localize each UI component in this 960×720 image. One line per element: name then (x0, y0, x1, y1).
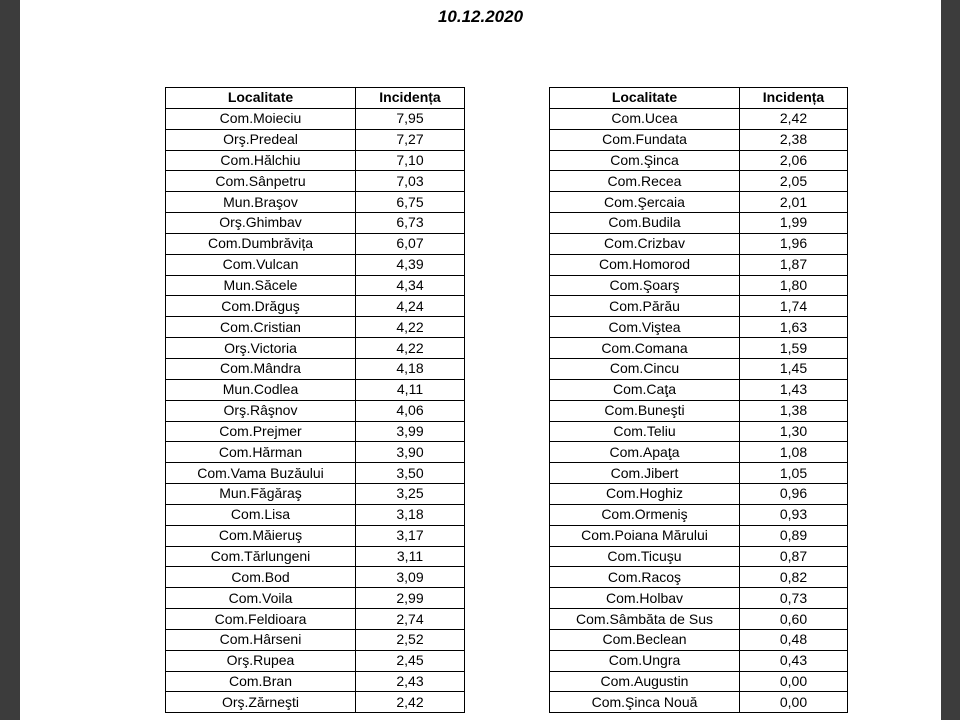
incidence-cell: 1,59 (740, 338, 848, 359)
table-row (166, 442, 465, 463)
table-row (550, 484, 848, 505)
incidence-cell: 6,07 (356, 233, 465, 254)
locality-cell: Com.Buneşti (550, 400, 740, 421)
table-row (166, 421, 465, 442)
incidence-cell: 7,27 (356, 129, 465, 150)
header-locality: Localitate (550, 88, 740, 109)
incidence-cell: 3,25 (356, 484, 465, 505)
table-row (550, 692, 848, 713)
table-row (550, 650, 848, 671)
locality-cell: Com.Hârseni (166, 629, 356, 650)
table-row (166, 358, 465, 379)
locality-cell: Orş.Predeal (166, 129, 356, 150)
locality-cell: Com.Părău (550, 296, 740, 317)
incidence-cell: 1,63 (740, 317, 848, 338)
table-row (550, 504, 848, 525)
locality-cell: Com.Budila (550, 213, 740, 234)
table-row (166, 379, 465, 400)
locality-cell: Orş.Ghimbav (166, 213, 356, 234)
locality-cell: Com.Viştea (550, 317, 740, 338)
locality-cell: Com.Fundata (550, 129, 740, 150)
incidence-cell: 4,18 (356, 358, 465, 379)
table-row (166, 171, 465, 192)
table-row (166, 567, 465, 588)
incidence-cell: 2,42 (740, 108, 848, 129)
table-row (550, 213, 848, 234)
locality-cell: Com.Holbav (550, 588, 740, 609)
locality-cell: Com.Cristian (166, 317, 356, 338)
locality-cell: Com.Feldioara (166, 609, 356, 630)
incidence-cell: 0,48 (740, 629, 848, 650)
locality-cell: Com.Ticuşu (550, 546, 740, 567)
locality-cell: Com.Lisa (166, 504, 356, 525)
table-row (550, 338, 848, 359)
table-row (550, 546, 848, 567)
header-incidence: Incidența (740, 88, 848, 109)
incidence-cell: 0,73 (740, 588, 848, 609)
table-row (550, 296, 848, 317)
locality-cell: Orş.Rupea (166, 650, 356, 671)
table-row (166, 400, 465, 421)
locality-cell: Com.Bod (166, 567, 356, 588)
report-date: 10.12.2020 (437, 7, 524, 26)
locality-cell: Com.Şinca Nouă (550, 692, 740, 713)
document-page (20, 0, 941, 720)
incidence-cell: 2,52 (356, 629, 465, 650)
locality-cell: Com.Augustin (550, 671, 740, 692)
incidence-cell: 7,95 (356, 108, 465, 129)
table-row (166, 338, 465, 359)
table-row (166, 275, 465, 296)
table-row (550, 463, 848, 484)
locality-cell: Mun.Săcele (166, 275, 356, 296)
table-row (550, 108, 848, 129)
table-row (550, 421, 848, 442)
table-row (166, 317, 465, 338)
incidence-cell: 2,45 (356, 650, 465, 671)
table-row (166, 129, 465, 150)
table-row (550, 233, 848, 254)
table-row (550, 379, 848, 400)
table-row (550, 275, 848, 296)
incidence-cell: 0,43 (740, 650, 848, 671)
table-row (166, 296, 465, 317)
incidence-cell: 2,05 (740, 171, 848, 192)
table-row (166, 525, 465, 546)
locality-cell: Com.Hoghiz (550, 484, 740, 505)
table-row (550, 588, 848, 609)
table-row (166, 692, 465, 713)
incidence-cell: 4,06 (356, 400, 465, 421)
incidence-cell: 0,00 (740, 671, 848, 692)
incidence-cell: 1,38 (740, 400, 848, 421)
locality-cell: Com.Poiana Mărului (550, 525, 740, 546)
incidence-cell: 2,01 (740, 192, 848, 213)
locality-cell: Mun.Braşov (166, 192, 356, 213)
incidence-cell: 3,09 (356, 567, 465, 588)
locality-cell: Com.Racoş (550, 567, 740, 588)
incidence-cell: 4,24 (356, 296, 465, 317)
locality-cell: Com.Cincu (550, 358, 740, 379)
locality-cell: Com.Apaţa (550, 442, 740, 463)
locality-cell: Mun.Codlea (166, 379, 356, 400)
table-header-row (166, 88, 465, 109)
table-row (166, 629, 465, 650)
table-row (550, 629, 848, 650)
locality-cell: Com.Moieciu (166, 108, 356, 129)
table-row (166, 463, 465, 484)
incidence-cell: 0,93 (740, 504, 848, 525)
incidence-cell: 2,43 (356, 671, 465, 692)
table-row (166, 108, 465, 129)
locality-cell: Com.Caţa (550, 379, 740, 400)
locality-cell: Com.Crizbav (550, 233, 740, 254)
table-row (166, 546, 465, 567)
incidence-cell: 1,30 (740, 421, 848, 442)
locality-cell: Com.Drăguş (166, 296, 356, 317)
incidence-cell: 3,99 (356, 421, 465, 442)
locality-cell: Com.Teliu (550, 421, 740, 442)
locality-cell: Com.Bran (166, 671, 356, 692)
incidence-cell: 1,80 (740, 275, 848, 296)
table-row (550, 567, 848, 588)
locality-cell: Com.Comana (550, 338, 740, 359)
locality-cell: Com.Mândra (166, 358, 356, 379)
table-row (166, 504, 465, 525)
locality-cell: Com.Ungra (550, 650, 740, 671)
incidence-cell: 7,10 (356, 150, 465, 171)
locality-cell: Com.Hălchiu (166, 150, 356, 171)
locality-cell: Com.Vama Buzăului (166, 463, 356, 484)
table-row (166, 150, 465, 171)
incidence-cell: 1,05 (740, 463, 848, 484)
incidence-table-right (549, 87, 848, 713)
table-row (550, 171, 848, 192)
locality-cell: Com.Dumbrăvița (166, 233, 356, 254)
incidence-cell: 1,99 (740, 213, 848, 234)
incidence-cell: 1,96 (740, 233, 848, 254)
incidence-cell: 2,74 (356, 609, 465, 630)
table-row (550, 609, 848, 630)
locality-cell: Com.Prejmer (166, 421, 356, 442)
incidence-cell: 1,45 (740, 358, 848, 379)
table-row (166, 671, 465, 692)
table-row (550, 671, 848, 692)
table-row (550, 254, 848, 275)
locality-cell: Com.Ormeniş (550, 504, 740, 525)
locality-cell: Com.Hărman (166, 442, 356, 463)
incidence-cell: 0,00 (740, 692, 848, 713)
incidence-cell: 4,22 (356, 338, 465, 359)
locality-cell: Orş.Râşnov (166, 400, 356, 421)
locality-cell: Com.Sâmbăta de Sus (550, 609, 740, 630)
locality-cell: Orş.Victoria (166, 338, 356, 359)
table-row (550, 358, 848, 379)
table-row (166, 588, 465, 609)
table-row (550, 192, 848, 213)
incidence-cell: 3,11 (356, 546, 465, 567)
locality-cell: Com.Voila (166, 588, 356, 609)
table-header-row (550, 88, 848, 109)
incidence-cell: 7,03 (356, 171, 465, 192)
table-row (166, 192, 465, 213)
incidence-cell: 1,74 (740, 296, 848, 317)
locality-cell: Com.Jibert (550, 463, 740, 484)
locality-cell: Com.Tărlungeni (166, 546, 356, 567)
table-row (550, 129, 848, 150)
incidence-cell: 4,11 (356, 379, 465, 400)
incidence-cell: 6,75 (356, 192, 465, 213)
locality-cell: Com.Măieruş (166, 525, 356, 546)
locality-cell: Com.Şercaia (550, 192, 740, 213)
locality-cell: Com.Vulcan (166, 254, 356, 275)
locality-cell: Com.Şinca (550, 150, 740, 171)
incidence-cell: 0,82 (740, 567, 848, 588)
incidence-cell: 4,22 (356, 317, 465, 338)
incidence-cell: 2,38 (740, 129, 848, 150)
table-row (550, 442, 848, 463)
locality-cell: Orş.Zărneşti (166, 692, 356, 713)
incidence-cell: 3,50 (356, 463, 465, 484)
table-row (550, 150, 848, 171)
table-row (166, 254, 465, 275)
locality-cell: Com.Beclean (550, 629, 740, 650)
incidence-cell: 2,42 (356, 692, 465, 713)
incidence-cell: 6,73 (356, 213, 465, 234)
incidence-cell: 3,90 (356, 442, 465, 463)
table-row (550, 400, 848, 421)
incidence-cell: 0,60 (740, 609, 848, 630)
incidence-cell: 1,08 (740, 442, 848, 463)
table-row (166, 484, 465, 505)
table-row (166, 213, 465, 234)
header-incidence: Incidența (356, 88, 465, 109)
incidence-cell: 3,17 (356, 525, 465, 546)
locality-cell: Com.Ucea (550, 108, 740, 129)
incidence-cell: 0,96 (740, 484, 848, 505)
table-row (166, 650, 465, 671)
table-row (550, 317, 848, 338)
table-row (550, 525, 848, 546)
incidence-cell: 2,99 (356, 588, 465, 609)
incidence-cell: 0,89 (740, 525, 848, 546)
locality-cell: Mun.Făgăraş (166, 484, 356, 505)
table-row (166, 609, 465, 630)
incidence-cell: 1,87 (740, 254, 848, 275)
table-row (166, 233, 465, 254)
incidence-table-left (165, 87, 465, 713)
incidence-cell: 1,43 (740, 379, 848, 400)
locality-cell: Com.Sânpetru (166, 171, 356, 192)
incidence-cell: 4,39 (356, 254, 465, 275)
incidence-cell: 3,18 (356, 504, 465, 525)
header-locality: Localitate (166, 88, 356, 109)
incidence-cell: 2,06 (740, 150, 848, 171)
incidence-cell: 4,34 (356, 275, 465, 296)
locality-cell: Com.Recea (550, 171, 740, 192)
incidence-cell: 0,87 (740, 546, 848, 567)
locality-cell: Com.Şoarş (550, 275, 740, 296)
locality-cell: Com.Homorod (550, 254, 740, 275)
